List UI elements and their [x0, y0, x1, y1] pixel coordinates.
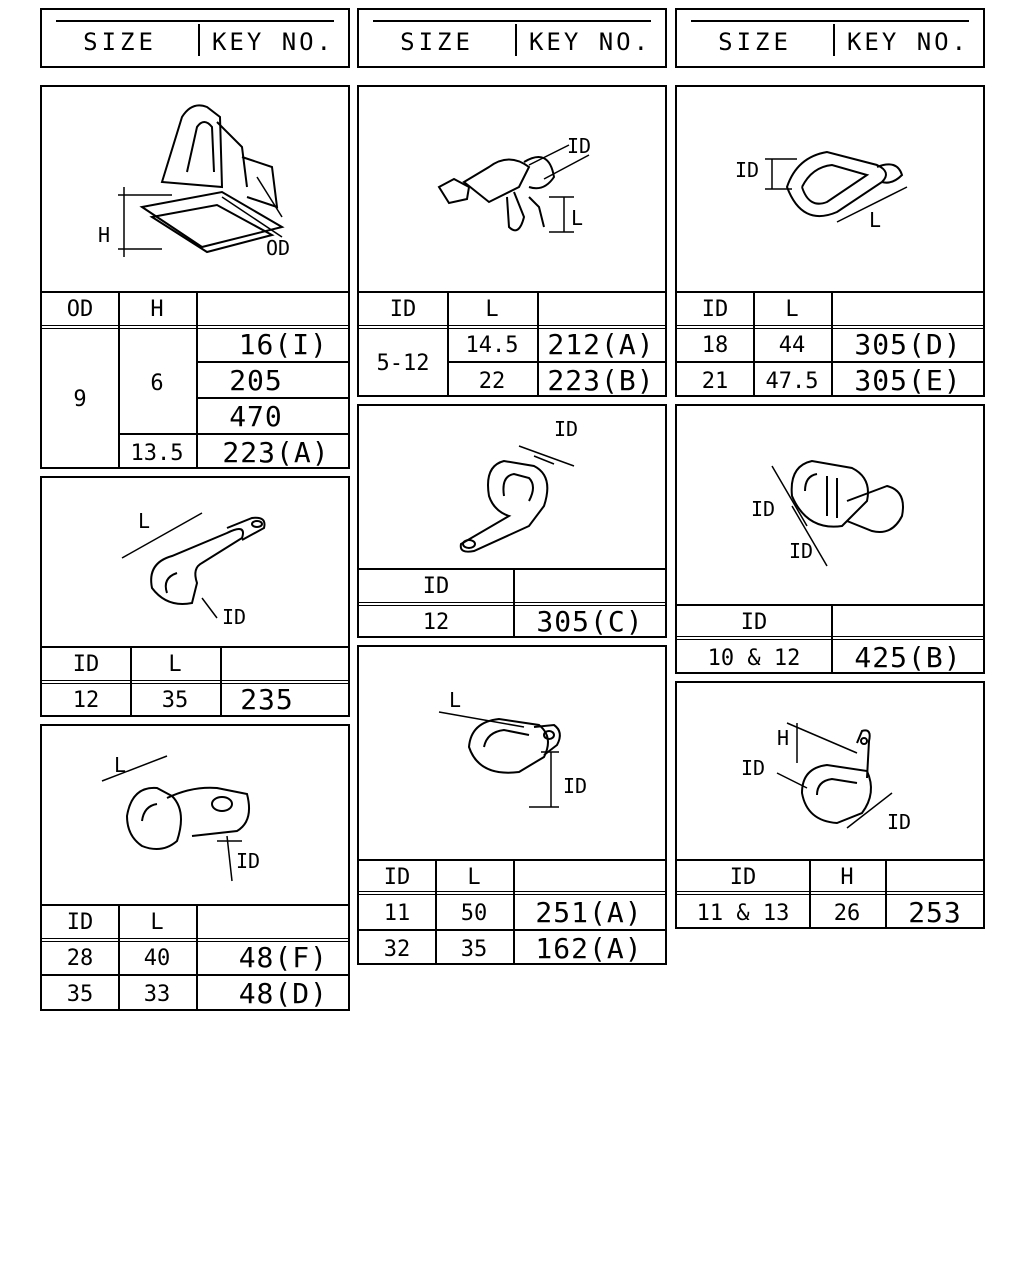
col-header-l: L: [168, 652, 182, 677]
dim-label: OD: [266, 236, 291, 260]
dim-label: L: [869, 208, 882, 232]
panel-clamp-235: [40, 476, 350, 717]
dim-label: ID: [741, 756, 766, 780]
p-clip-drawing: [359, 406, 665, 568]
table-col-rule: [513, 859, 515, 963]
col-header-l: L: [150, 910, 164, 935]
id-value: 12: [72, 688, 100, 713]
dim-label: L: [449, 688, 462, 712]
dim-label: ID: [789, 539, 814, 563]
id-value: 32: [383, 937, 411, 962]
table-rule: [677, 604, 983, 606]
key-no: 235: [240, 683, 294, 716]
size-header: SIZE: [718, 28, 792, 56]
column-header-3: [675, 8, 985, 68]
size-header: SIZE: [83, 28, 157, 56]
l-value: 40: [143, 946, 171, 971]
id-value: 10 & 12: [707, 646, 801, 671]
table-rule: [677, 291, 983, 293]
table-rule: [677, 859, 983, 861]
table-rule: [359, 291, 665, 293]
key-no: 16(I): [238, 328, 328, 361]
panel-harness-clip: [357, 85, 667, 397]
dim-label: ID: [735, 158, 760, 182]
id-value: 28: [66, 946, 94, 971]
table-rule: [42, 291, 348, 293]
table-rule: [447, 361, 665, 363]
table-rule: [359, 859, 665, 861]
clamp-drawing: [42, 478, 348, 646]
col-header-id: ID: [729, 865, 757, 890]
id-value: 5-12: [376, 351, 430, 376]
table-rule: [42, 646, 348, 648]
id-value: 11 & 13: [696, 901, 790, 926]
table-rule: [196, 433, 348, 435]
col-header-id: ID: [383, 865, 411, 890]
dim-label: H: [777, 726, 790, 750]
id-value: 11: [383, 901, 411, 926]
key-no: 305(D): [854, 328, 962, 361]
dim-label: ID: [222, 605, 247, 629]
col-header-h: H: [150, 297, 164, 322]
clamp-251-drawing: [359, 647, 665, 859]
push-clip-drawing: [42, 87, 348, 291]
dim-label: ID: [567, 134, 592, 158]
id-value: 12: [422, 610, 450, 635]
l-value: 33: [143, 982, 171, 1007]
col-header-id: ID: [72, 652, 100, 677]
dim-label: H: [98, 223, 111, 247]
col-header-h: H: [840, 865, 854, 890]
table-rule: [677, 361, 983, 363]
key-no: 48(F): [238, 941, 328, 974]
panel-double-clamp: [675, 85, 985, 397]
double-holder-drawing: [677, 406, 983, 604]
l-value: 14.5: [465, 333, 519, 358]
dim-label: ID: [887, 810, 912, 834]
l-value: 22: [478, 369, 506, 394]
h-value-6: 6: [150, 371, 164, 396]
l-value: 50: [460, 901, 488, 926]
col-header-id: ID: [66, 910, 94, 935]
key-no: 305(C): [536, 605, 644, 638]
panel-large-clamp: [40, 724, 350, 1011]
table-rule: [359, 929, 665, 931]
table-rule: [196, 361, 348, 363]
header-rule: [691, 20, 969, 22]
l-value: 35: [161, 688, 189, 713]
l-value: 44: [778, 333, 806, 358]
l-value: 35: [460, 937, 488, 962]
col-header-id: ID: [389, 297, 417, 322]
l-value: 47.5: [765, 369, 819, 394]
id-value: 35: [66, 982, 94, 1007]
header-rule: [373, 20, 651, 22]
table-rule: [42, 974, 348, 976]
key-no: 205: [229, 364, 283, 397]
col-header-od: OD: [66, 297, 94, 322]
panel-push-clip: [40, 85, 350, 469]
table-double-rule: [42, 680, 348, 684]
key-no-header: KEY NO.: [846, 28, 970, 56]
key-no: 470: [229, 400, 283, 433]
table-double-rule: [677, 636, 983, 640]
column-header-2: [357, 8, 667, 68]
double-clamp-drawing: [677, 87, 983, 291]
dim-label: ID: [751, 497, 776, 521]
dim-label: ID: [236, 849, 261, 873]
column-header-1: [40, 8, 350, 68]
id-value: 18: [701, 333, 729, 358]
key-no: 251(A): [535, 896, 643, 929]
h-value: 26: [833, 901, 861, 926]
table-col-rule: [196, 904, 198, 1009]
dim-label: L: [114, 753, 127, 777]
col-header-l: L: [785, 297, 799, 322]
harness-clip-drawing: [359, 87, 665, 291]
dim-label: ID: [563, 774, 588, 798]
key-no: 253: [908, 896, 962, 929]
key-no: 212(A): [547, 328, 655, 361]
table-double-rule: [677, 891, 983, 895]
tab-clamp-drawing: [677, 683, 983, 859]
key-no: 425(B): [854, 641, 962, 674]
od-value: 9: [73, 387, 87, 412]
key-no: 162(A): [535, 932, 643, 965]
id-value: 21: [701, 369, 729, 394]
col-header-l: L: [485, 297, 499, 322]
header-rule: [56, 20, 334, 22]
table-rule: [359, 568, 665, 570]
col-header-id: ID: [701, 297, 729, 322]
key-no-header: KEY NO.: [528, 28, 652, 56]
col-header-id: ID: [422, 574, 450, 599]
dim-label: ID: [554, 417, 579, 441]
key-no: 223(A): [222, 436, 330, 469]
size-header: SIZE: [400, 28, 474, 56]
panel-clamp-251: [357, 645, 667, 965]
panel-double-holder: [675, 404, 985, 674]
key-no: 48(D): [238, 977, 328, 1010]
table-rule: [196, 397, 348, 399]
table-col-rule: [196, 291, 198, 327]
panel-p-clip: [357, 404, 667, 638]
key-no-header: KEY NO.: [211, 28, 335, 56]
dim-label: L: [138, 509, 151, 533]
h-value-13-5: 13.5: [130, 441, 184, 466]
col-header-id: ID: [740, 610, 768, 635]
table-rule: [42, 904, 348, 906]
dim-label: L: [571, 206, 584, 230]
col-header-l: L: [467, 865, 481, 890]
large-clamp-drawing: [42, 726, 348, 904]
table-rule: [118, 433, 196, 435]
key-no: 223(B): [547, 364, 655, 397]
table-double-rule: [359, 891, 665, 895]
key-no: 305(E): [854, 364, 962, 397]
panel-tab-clamp: [675, 681, 985, 929]
